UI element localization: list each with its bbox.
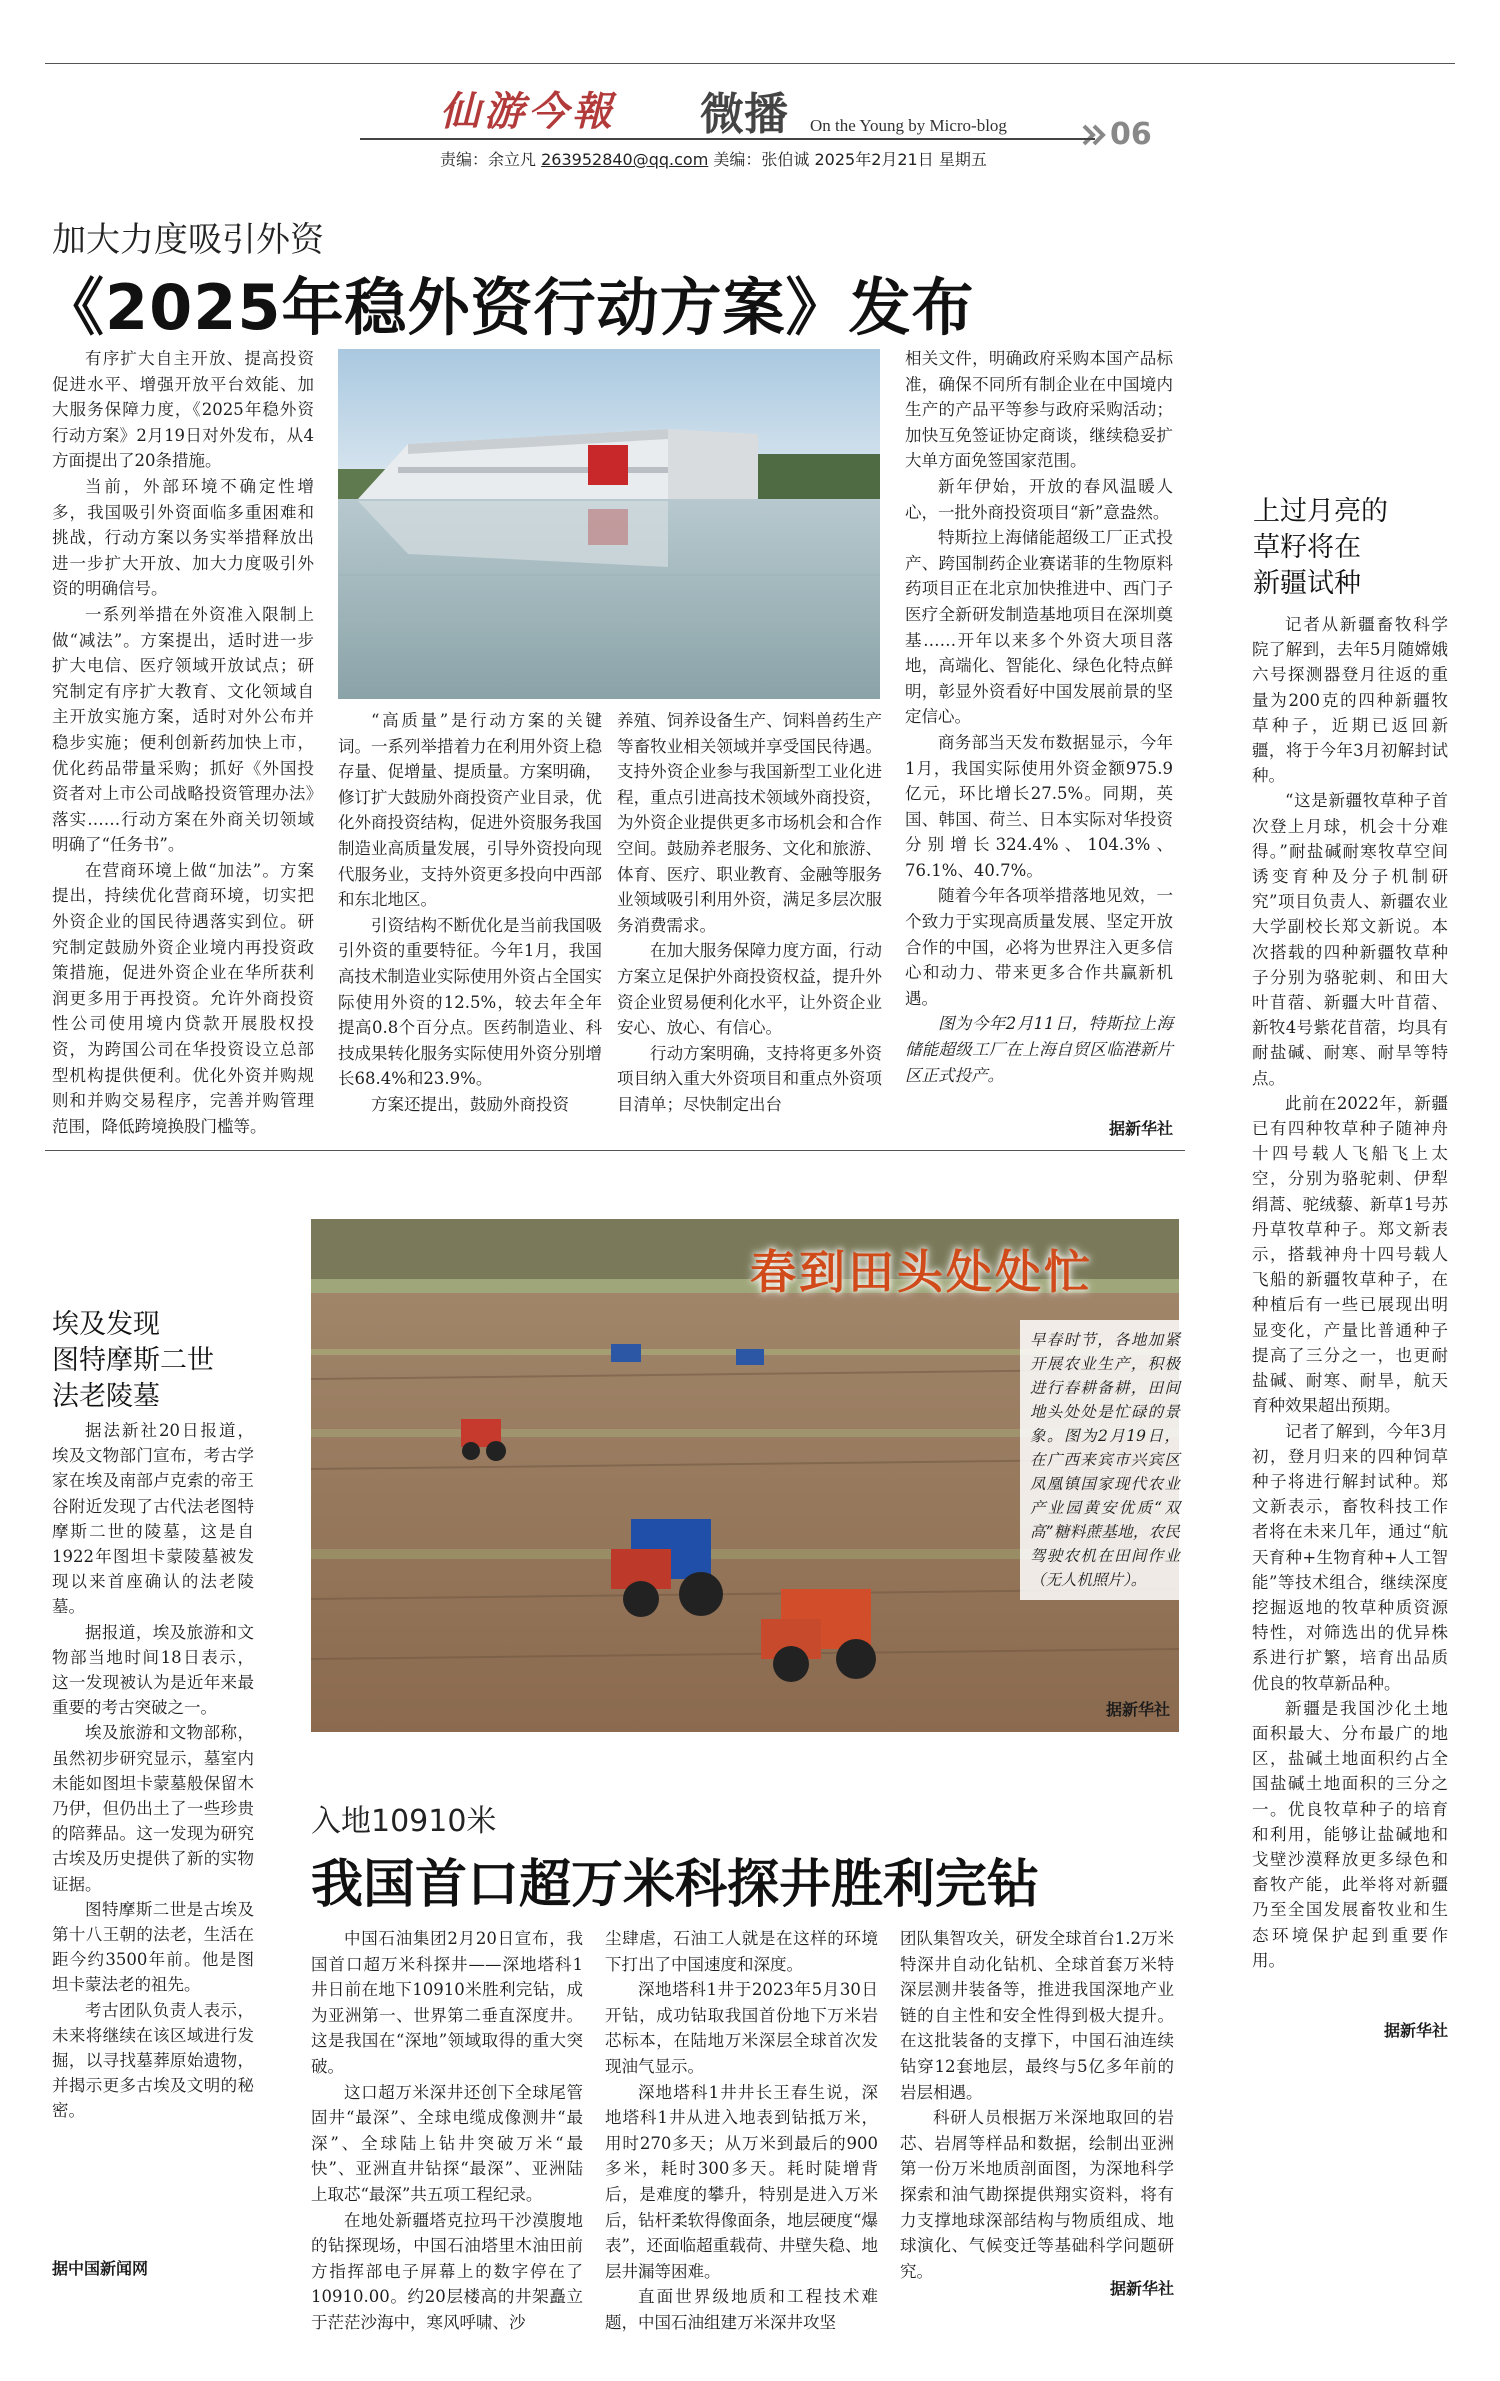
lead-bottom-rule — [45, 1150, 1185, 1151]
editor-info — [440, 147, 987, 170]
lead-headline: 《2025年稳外资行动方案》发布 — [42, 271, 975, 344]
lead-column-1 — [52, 346, 314, 1146]
lead-source: 据新华社 — [1108, 1119, 1173, 1138]
editor-email-link[interactable]: 263952840@qq.com — [541, 150, 709, 169]
paragraph: 在营商环境上做“加法”。方案提出，持续优化营商环境，切实把外资企业的国民待遇落实到位。研究制定鼓励外资企业境内再投资政策措施，促进外资企业在华所获利润更多用于再投资。允许外商投资性公司使用境内贷款开展股权投资，为跨国公司在华投资设立总部型机构提供便利。优化外资并购规则和并购交易程序，完善并购管理范围，降低跨境换股门槛等。 — [52, 860, 314, 1136]
egypt-tomb-title: 埃及发现 图特摩斯二世 法老陵墓 — [52, 1309, 214, 1412]
paragraph: 此前在2022年，新疆已有四种牧草种子随神舟十四号载人飞船飞上太空，分别为骆驼刺、伊犁绢蒿、驼绒藜、新草1号苏丹草牧草种子。郑文新表示，搭载神舟十四号载人飞船的新疆牧草种子，在种植后有一些已展现出明显变化，产量比普通种子提高了三分之一，也更耐盐碱、耐寒、耐旱，航天育种效果超出预期。 — [1252, 1093, 1448, 1416]
paragraph: 记者了解到，今年3月初，登月归来的四种饲草种子将进行解封试种。郑文新表示，畜牧科技工作者将在未来几年，通过“航天育种+生物育种+人工智能”等技术组合，继续深度挖掘返地的牧草种质资源特性，对筛选出的优异株系进行扩繁，培育出品质优良的牧草新品种。 — [1252, 1421, 1448, 1693]
paragraph: 深地塔科1井井长王春生说，深地塔科1井从进入地表到钻抵万米，用时270多天；从万米到最后的900多米，耗时300多天。耗时陡增背后，是难度的攀升，特别是进入万米后，钻杆柔软得像面条，地层硬度“爆表”，还面临超重载荷、井壁失稳、地层井漏等困难。 — [605, 2082, 878, 2281]
paragraph: “高质量”是行动方案的关键词。一系列举措着力在利用外资上稳存量、促增量、提质量。方案明确，修订扩大鼓励外商投资产业目录，优化外商投资结构，促进外资服务我国制造业高质量发展，引导外资投向现代服务业，支持外资更多投向中西部和东北地区。 — [338, 711, 602, 910]
section-name: 微播 — [700, 89, 788, 140]
paragraph: 考古团队负责人表示，未来将继续在该区域进行发掘，以寻找墓葬原始遗物，并揭示更多古埃及文明的秘密。 — [52, 2000, 254, 2121]
paragraph: 一系列举措在外资准入限制上做“减法”。方案提出，适时进一步扩大电信、医疗领域开放试点；研究制定有序扩大教育、文化领域自主开放实施方案，适时对外公布并稳步实施；便利创新药加快上市，优化药品带量采购；抓好《外国投资者对上市公司战略投资管理办法》落实……行动方案在外商关切领域明确了“任务书”。 — [52, 604, 314, 855]
paragraph: 引资结构不断优化是当前我国吸引外资的重要特征。今年1月，我国高技术制造业实际使用外资占全国实际使用外资的12.5%，较去年全年提高0.8个百分点。医药制造业、科技成果转化服务实际使用外资分别增长68.4%和23.9%。 — [338, 915, 602, 1089]
newspaper-logo: 仙游今報 — [440, 88, 616, 135]
paragraph: 团队集智攻关，研发全球首台1.2万米特深井自动化钻机、全球首套万米特深层测井装备等，推进我国深地产业链的自主性和安全性得到极大提升。在这批装备的支撑下，中国石油连续钻穿12套地层，最终与5亿多年前的岩层相遇。 — [900, 1929, 1174, 2102]
section-english: On the Young by Micro-blog — [810, 116, 1007, 135]
well-kicker: 入地10910米 — [311, 1804, 497, 1839]
paragraph: 行动方案明确，支持将更多外资项目纳入重大外资项目和重点外资项目清单；尽快制定出台 — [617, 1043, 882, 1114]
paragraph: 商务部当天发布数据显示，今年1月，我国实际使用外资金额975.9亿元，环比增长27.5%。同期，英国、韩国、荷兰、日本实际对华投资分别增长324.4%、104.3%、76.1%、40.7%。 — [905, 732, 1173, 880]
lead-column-3 — [617, 708, 882, 1148]
paragraph: 深地塔科1井于2023年5月30日开钻，成功钻取我国首份地下万米岩芯标本，在陆地万米深层全球首次发现油气显示。 — [605, 1980, 878, 2076]
moon-seeds-body — [1252, 612, 1448, 2014]
paragraph: 在地处新疆塔克拉玛干沙漠腹地的钻探现场，中国石油塔里木油田前方指挥部电子屏幕上的数字停在了10910.00。约20层楼高的井架矗立于茫茫沙海中，寒风呼啸、沙 — [311, 2210, 583, 2332]
spring-photo-source: 据新华社 — [1105, 1700, 1170, 1719]
paragraph: 直面世界级地质和工程技术难题，中国石油组建万米深井攻坚 — [605, 2287, 878, 2332]
page-number: 06 — [1110, 117, 1152, 152]
double-chevron-icon — [1080, 120, 1110, 150]
egypt-tomb-source: 据中国新闻网 — [52, 2259, 149, 2278]
moon-seeds-source: 据新华社 — [1383, 2021, 1448, 2040]
paragraph: 随着今年各项举措落地见效，一个致力于实现高质量发展、坚定开放合作的中国，必将为世界注入更多信心和动力、带来更多合作共赢新机遇。 — [905, 886, 1173, 1008]
well-column-2 — [605, 1926, 878, 2350]
masthead-rule — [360, 138, 1095, 140]
paragraph: 据法新社20日报道，埃及文物部门宣布，考古学家在埃及南部卢克索的帝王谷附近发现了古代法老图特摩斯二世的陵墓，这是自1922年图坦卡蒙陵墓被发现以来首座确认的法老陵墓。 — [52, 1421, 254, 1617]
paragraph: 方案还提出，鼓励外商投资 — [371, 1094, 569, 1114]
well-column-3 — [900, 1926, 1174, 2281]
paragraph: 新年伊始，开放的春风温暖人心，一批外商投资项目“新”意盎然。 — [905, 476, 1173, 522]
moon-seeds-title: 上过月亮的 草籽将在 新疆试种 — [1253, 496, 1388, 599]
well-headline: 我国首口超万米科探井胜利完钻 — [311, 1855, 1040, 1915]
egypt-tomb-body — [52, 1418, 254, 2248]
paragraph: 中国石油集团2月20日宣布，我国首口超万米科探井——深地塔科1井日前在地下10910米胜利完钻，成为亚洲第一、世界第二垂直深度井。这是我国在“深地”领域取得的重大突破。 — [311, 1929, 583, 2076]
well-column-1 — [311, 1926, 583, 2350]
tesla-factory-photo — [338, 349, 880, 699]
paragraph: 科研人员根据万米深地取回的岩芯、岩屑等样品和数据，绘制出亚洲第一份万米地质剖面图，为深地科学探索和油气勘探提供翔实资料，将有力支撑地球深部结构与物质组成、地球演化、气候变迁等基础科学问题研究。 — [900, 2108, 1174, 2281]
paragraph: 图特摩斯二世是古埃及第十八王朝的法老，生活在距今约3500年前。他是图坦卡蒙法老的祖先。 — [52, 1899, 254, 1995]
paragraph: 在加大服务保障力度方面，行动方案立足保护外商投资权益，提升外资企业贸易便利化水平，让外资企业安心、放心、有信心。 — [617, 941, 882, 1038]
photo-caption: 图为今年2月11日，特斯拉上海储能超级工厂在上海自贸区临港新片区正式投产。 — [905, 1014, 1173, 1085]
issue-date: 美编：张伯诚 2025年2月21日 星期五 — [713, 150, 987, 169]
spring-photo-title: 春到田头处处忙 — [750, 1245, 1093, 1299]
paragraph: 记者从新疆畜牧科学院了解到，去年5月随嫦娥六号探测器登月往返的重量为200克的四种新疆牧草种子，近期已返回新疆，将于今年3月初解封试种。 — [1252, 615, 1448, 786]
paragraph: 新疆是我国沙化土地面积最大、分布最广的地区，盐碱土地面积约占全国盐碱土地面积的三分之一。优良牧草种子的培育和利用，能够让盐碱地和戈壁沙漠释放更多绿色和畜牧产能，此举将对新疆乃至全国发展畜牧业和生态环境保护起到重要作用。 — [1252, 1698, 1448, 1970]
spring-photo-caption: 早春时节，各地加紧开展农业生产，积极进行春耕备耕，田间地头处处是忙碌的景象。图为2月19日，在广西来宾市兴宾区凤凰镇国家现代农业产业园黄安优质“双高”糖料蔗基地，农民驾驶农机在田间作业（无人机照片）。 — [1020, 1320, 1190, 1600]
paragraph: “这是新疆牧草种子首次登上月球，机会十分难得。”耐盐碱耐寒牧草空间诱变育种及分子机制研究”项目负责人、新疆农业大学副校长郑文新说。本次搭载的四种新疆牧草种子分别为骆驼刺、和田大叶苜蓿、新疆大叶苜蓿、新牧4号紫花苜蓿，均具有耐盐碱、耐寒、耐旱等特点。 — [1252, 791, 1448, 1088]
editor-label: 责编：余立凡 — [440, 150, 537, 169]
paragraph: 据报道，埃及旅游和文物部当地时间18日表示，这一发现被认为是近年来最重要的考古突破之一。 — [52, 1622, 254, 1718]
lead-column-4 — [905, 346, 1173, 1090]
paragraph: 当前，外部环境不确定性增多，我国吸引外资面临多重困难和挑战，行动方案以务实举措释放出进一步扩大开放、加大力度吸引外资的明确信号。 — [52, 476, 314, 599]
top-rule — [45, 63, 1455, 64]
paragraph: 特斯拉上海储能超级工厂正式投产、跨国制药企业赛诺菲的生物原料药项目正在北京加快推进中、西门子医疗全新研发制造基地项目在深圳奠基……开年以来多个外资大项目落地，高端化、智能化、绿色化特点鲜明，彰显外资看好中国发展前景的坚定信心。 — [905, 528, 1173, 727]
paragraph: 相关文件，明确政府采购本国产品标准，确保不同所有制企业在中国境内生产的产品平等参与政府采购活动；加快互免签证协定商谈，继续稳妥扩大单方面免签国家范围。 — [905, 349, 1173, 471]
paragraph: 这口超万米深井还创下全球尾管固井“最深”、全球电缆成像测井“最深”、全球陆上钻井突破万米“最快”、亚洲直井钻探“最深”、亚洲陆上取芯“最深”共五项工程纪录。 — [311, 2082, 583, 2204]
well-source: 据新华社 — [1109, 2279, 1174, 2298]
lead-column-2 — [338, 708, 602, 1148]
paragraph: 尘肆虐，石油工人就是在这样的环境下打出了中国速度和深度。 — [605, 1929, 878, 1974]
paragraph: 有序扩大自主开放、提高投资促进水平、增强开放平台效能、加大服务保障力度，《2025年稳外资行动方案》2月19日对外发布，从4方面提出了20条措施。 — [52, 349, 314, 471]
paragraph: 埃及旅游和文物部称，虽然初步研究显示，墓室内未能如图坦卡蒙墓般保留木乃伊，但仍出土了一些珍贵的陪葬品。这一发现为研究古埃及历史提供了新的实物证据。 — [52, 1723, 254, 1894]
lead-kicker: 加大力度吸引外资 — [52, 220, 324, 260]
paragraph: 养殖、饲养设备生产、饲料兽药生产等畜牧业相关领域并享受国民待遇。支持外资企业参与我国新型工业化进程，重点引进高技术领域外商投资，为外资企业提供更多市场机会和合作空间。鼓励养老服务、文化和旅游、体育、医疗、职业教育、金融等服务业领域吸引利用外资，满足多层次服务消费需求。 — [617, 711, 882, 935]
